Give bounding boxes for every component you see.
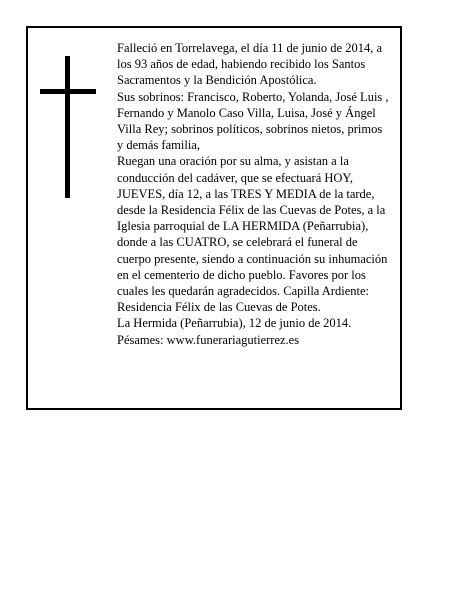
cross-horizontal-bar	[40, 89, 96, 94]
cross-vertical-bar	[65, 56, 70, 198]
family-list: Sus sobrinos: Francisco, Roberto, Yolanda, José Luis , Fernando y Manolo Caso Villa, Luisa, José y Ángel Villa Rey; sobrinos políticos, sobrinos nietos, primos y demás familia,	[117, 89, 389, 153]
condolences-website: Pésames: www.funerariagutierrez.es	[117, 332, 300, 347]
place-date: La Hermida (Peñarrubia), 12 de junio de 2014.	[117, 316, 352, 331]
death-announcement: Falleció en Torrelavega, el día 11 de junio de 2014, a los 93 años de edad, habiendo recibido los Santos Sacramentos y la Bendición Apostólica.	[117, 41, 383, 88]
cross-icon	[40, 56, 94, 198]
obituary-notice	[26, 26, 402, 410]
funeral-details: Ruegan una oración por su alma, y asistan a la conducción del cadáver, que se efectuará HOY, JUEVES, día 12, a las TRES Y MEDIA de la tarde, desde la Residencia Félix de las Cuevas de Potes, a la Iglesia parroquial de LA HERMIDA (Peñarrubia), donde a las CUATRO, se celebrará el funeral de cuerpo presente, siendo a continuación su inhumación en el cementerio de dicho pueblo. Favores por los cuales les quedarán agradecidos. Capilla Ardiente: Residencia Félix de las Cuevas de Potes.	[117, 154, 388, 315]
notice-text	[117, 40, 391, 348]
